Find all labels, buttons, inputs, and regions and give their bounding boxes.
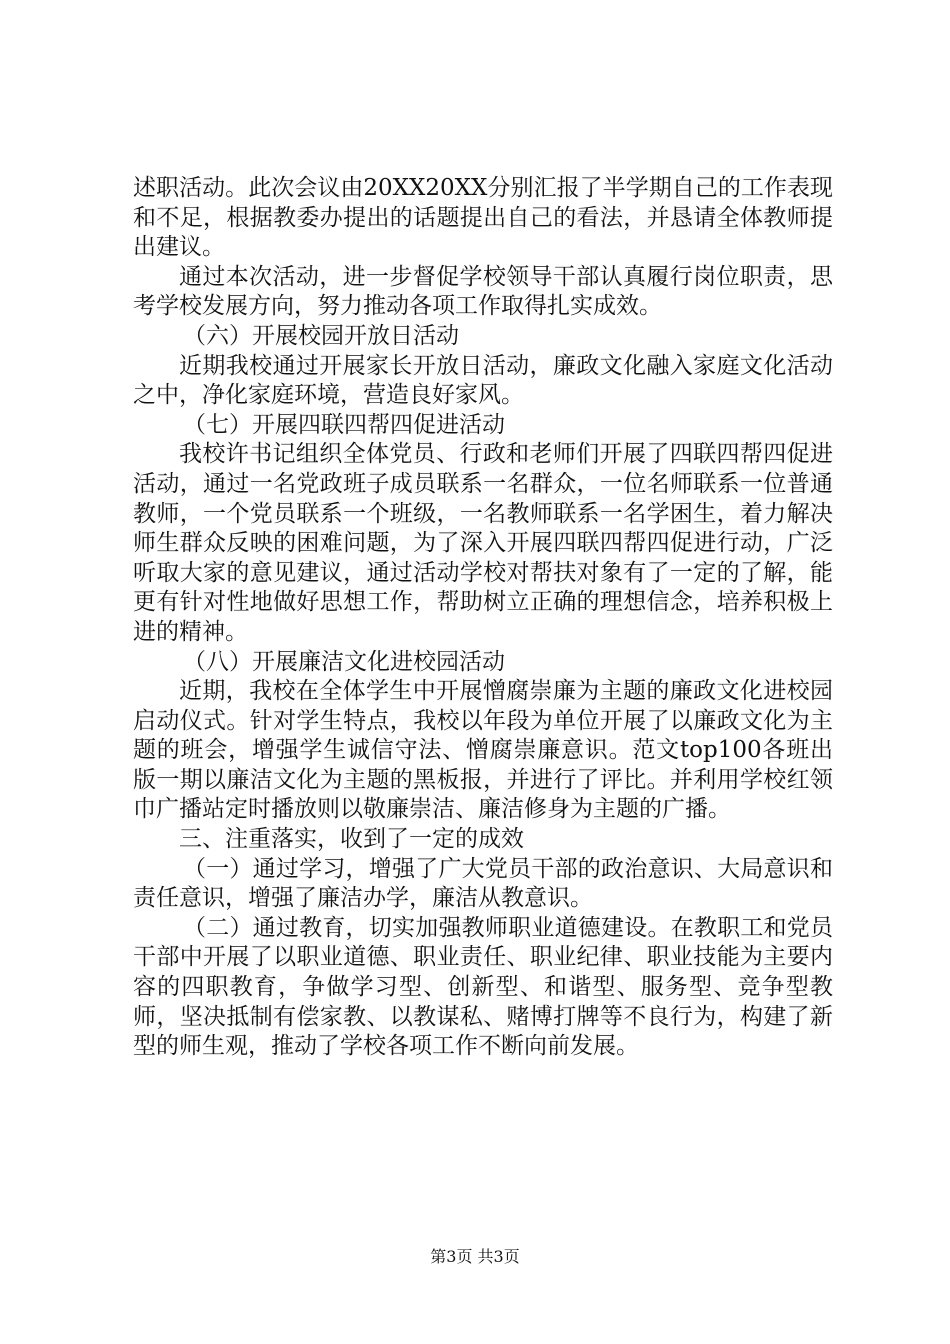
section-heading: （六）开展校园开放日活动 <box>183 322 459 349</box>
paragraph: 述职活动。此次会议由20XX20XX分别汇报了半学期自己的工作表现和不足，根据教委办提出的话题提出自己的看法，并恳请全体教师提出建议。 <box>133 175 833 261</box>
paragraph: 我校许书记组织全体党员、行政和老师们开展了四联四帮四促进活动，通过一名党政班子成员联系一名群众，一位名师联系一位普通教师，一个党员联系一个班级，一名教师联系一名学困生，着力解决师生群众反映的困难问题，为了深入开展四联四帮四促进行动，广泛听取大家的意见建议，通过活动学校对帮扶对象有了一定的了解，能更有针对性地做好思想工作，帮助树立正确的理想信念，培养积极上进的精神。 <box>133 441 833 645</box>
section-heading: 三、注重落实，收到了一定的成效 <box>179 826 524 853</box>
paragraph: 近期我校通过开展家长开放日活动，廉政文化融入家庭文化活动之中，净化家庭环境，营造良好家风。 <box>133 352 833 409</box>
paragraph: （一）通过学习，增强了广大党员干部的政治意识、大局意识和责任意识，增强了廉洁办学，廉洁从教意识。 <box>133 855 833 912</box>
document-body <box>133 174 833 1062</box>
paragraph: （二）通过教育，切实加强教师职业道德建设。在教职工和党员干部中开展了以职业道德、职业责任、职业纪律、职业技能为主要内容的四职教育，争做学习型、创新型、和谐型、服务型、竞争型教师，坚决抵制有偿家教、以教谋私、赌博打牌等不良行为，构建了新型的师生观，推动了学校各项工作不断向前发展。 <box>133 914 833 1060</box>
page-footer: 第3页 共3页 <box>430 1247 520 1266</box>
section-heading: （八）开展廉洁文化进校园活动 <box>183 648 505 675</box>
paragraph: 通过本次活动，进一步督促学校领导干部认真履行岗位职责，思考学校发展方向，努力推动各项工作取得扎实成效。 <box>133 263 833 320</box>
paragraph: 近期，我校在全体学生中开展憎腐崇廉为主题的廉政文化进校园启动仪式。针对学生特点，我校以年段为单位开展了以廉政文化为主题的班会，增强学生诚信守法、憎腐崇廉意识。范文top100各班出版一期以廉洁文化为主题的黑板报，并进行了评比。并利用学校红领巾广播站定时播放则以敬廉崇洁、廉洁修身为主题的广播。 <box>133 678 833 823</box>
section-heading: （七）开展四联四帮四促进活动 <box>183 411 505 438</box>
